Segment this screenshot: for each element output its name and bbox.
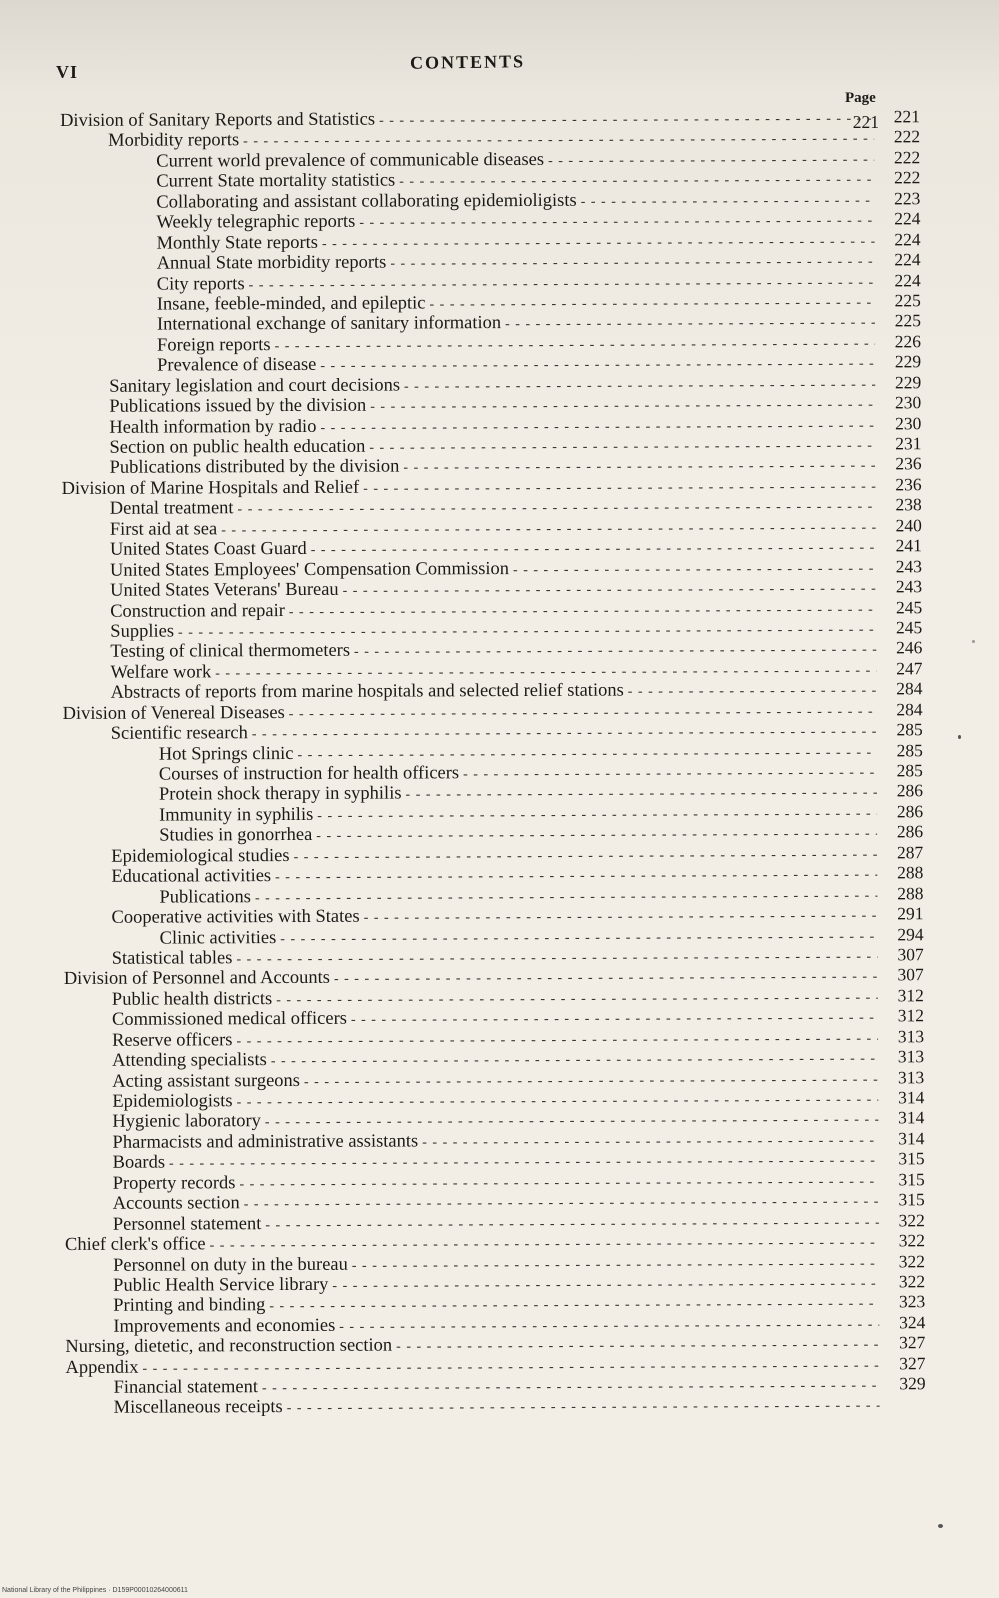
dot-leader <box>221 518 876 541</box>
dot-leader <box>396 1336 879 1359</box>
toc-entry-label: Annual State morbidity reports <box>156 252 387 274</box>
toc-entry-page: 224 <box>894 269 921 290</box>
toc-entry-label: Improvements and economies <box>113 1315 336 1337</box>
toc-entry-label: Boards <box>112 1152 166 1174</box>
dot-leader <box>332 1274 879 1297</box>
scan-speck <box>938 1524 943 1528</box>
page-number: VI <box>56 62 79 82</box>
dot-leader <box>343 580 877 603</box>
scan-speck <box>972 640 975 643</box>
toc-entry-label: Printing and binding <box>113 1295 266 1317</box>
toc-entry-label: Educational activities <box>111 866 272 887</box>
toc-entry-page: 313 <box>897 1066 925 1087</box>
toc-entry <box>62 678 922 702</box>
dot-leader <box>244 1193 879 1216</box>
dot-leader <box>276 988 878 1011</box>
dot-leader <box>322 232 875 255</box>
toc-entry-label: Attending specialists <box>112 1050 267 1071</box>
toc-entry-label: Immunity in syphilis <box>159 804 314 826</box>
toc-entry-label: Miscellaneous receipts <box>113 1396 283 1418</box>
toc-entry-label: Cooperative activities with States <box>111 906 360 928</box>
toc-entry-page: 231 <box>895 433 922 454</box>
toc-entry-page: 222 <box>894 167 921 188</box>
toc-entry-label: Commissioned medical officers <box>111 1009 347 1031</box>
toc-entry-label: Publications issued by the division <box>109 395 367 417</box>
toc-entry-page: 245 <box>895 596 923 617</box>
toc-entry-page: 286 <box>896 801 924 822</box>
dot-leader <box>243 130 874 153</box>
toc-entry-label: Weekly telegraphic reports <box>156 211 356 233</box>
dot-leader <box>317 804 877 827</box>
dot-leader <box>287 1396 880 1419</box>
toc-entry-label: Property records <box>112 1172 236 1194</box>
toc-entry-page: 224 <box>894 228 921 249</box>
toc-entry <box>60 208 920 232</box>
dot-leader <box>311 539 876 562</box>
toc-entry-page: 230 <box>894 392 922 413</box>
toc-entry <box>62 556 922 580</box>
toc-entry-label: International exchange of sanitary information <box>156 313 502 335</box>
dot-leader <box>271 1050 878 1073</box>
dot-leader <box>429 293 874 315</box>
dot-leader <box>369 436 875 459</box>
toc-entry-page: 315 <box>898 1189 925 1210</box>
toc-entry-page: 322 <box>898 1209 925 1230</box>
toc-entry-label: United States Employees' Compensation Commission <box>109 558 510 581</box>
toc-entry-label: Epidemiologists <box>112 1091 233 1112</box>
toc-entry-page: 314 <box>898 1128 925 1149</box>
toc-entry <box>63 699 923 723</box>
toc-entry-page: 222 <box>893 147 921 168</box>
toc-entry-page: 284 <box>896 698 923 720</box>
toc-entry <box>60 168 920 192</box>
dot-leader <box>399 171 874 194</box>
toc-entry <box>60 188 920 212</box>
dot-leader <box>249 273 875 296</box>
toc-entry-label: Construction and repair <box>110 600 285 622</box>
dot-leader <box>316 825 877 848</box>
toc-entry-label: Appendix <box>65 1357 139 1378</box>
dot-leader <box>370 396 875 419</box>
toc-entry-page: 315 <box>898 1148 925 1169</box>
toc-entry-label: First aid at sea <box>109 519 218 540</box>
dot-leader <box>363 477 876 500</box>
dot-leader <box>236 947 877 970</box>
dot-leader <box>351 1009 878 1032</box>
toc-entry-label: Current State mortality statistics <box>156 170 396 192</box>
toc-entry-label: Public Health Service library <box>113 1274 329 1296</box>
dot-leader <box>628 682 877 704</box>
toc-entry-label: Acting assistant surgeons <box>112 1070 301 1092</box>
toc-entry-label: Division of Personnel and Accounts <box>63 968 331 990</box>
toc-entry-page: 285 <box>896 719 923 740</box>
toc-entry-page: 322 <box>898 1250 926 1271</box>
toc-entry-label: Health information by radio <box>109 416 317 438</box>
dot-leader <box>252 723 877 746</box>
page-title: CONTENTS <box>409 51 526 73</box>
toc-entry-label: Collaborating and assistant collaborating epidemioligists <box>156 190 577 213</box>
scan-speck <box>958 735 961 739</box>
toc-entry-page: 224 <box>894 249 921 270</box>
toc-entry-label: Supplies <box>110 621 175 642</box>
dot-leader <box>297 743 876 766</box>
dot-leader <box>548 150 874 172</box>
toc-entry-label: Public health districts <box>111 988 273 1010</box>
dot-leader <box>354 641 876 664</box>
toc-entry-label: Studies in gonorrhea <box>159 825 313 846</box>
toc-entry-label: Publications <box>159 886 251 908</box>
toc-entry-label: Accounts section <box>112 1193 240 1214</box>
toc-entry-page: 284 <box>896 678 923 699</box>
scan-credit: National Library of the Philippines · D159P00010264000611 <box>2 1587 188 1594</box>
toc-entry-label: Division of Sanitary Reports and Statistics <box>60 109 376 131</box>
toc-entry-label: Sanitary legislation and court decisions <box>109 375 401 397</box>
toc-entry-label: Protein shock therapy in syphilis <box>158 783 402 806</box>
toc-entry-label: United States Coast Guard <box>109 539 307 560</box>
toc-entry-page: 324 <box>899 1312 926 1333</box>
toc-entry-label: Division of Marine Hospitals and Relief <box>61 477 360 499</box>
dot-leader <box>265 1111 879 1134</box>
dot-leader <box>404 375 875 398</box>
table-of-contents <box>60 106 926 1418</box>
toc-entry-label: Reserve officers <box>112 1029 233 1051</box>
toc-entry-label: Current world prevalence of communicable diseases <box>156 149 545 172</box>
toc-entry-page: 222 <box>893 126 921 147</box>
toc-entry-page: 225 <box>894 310 921 331</box>
toc-entry-page: 315 <box>898 1168 925 1190</box>
toc-entry-label: Courses of instruction for health officers <box>158 763 460 785</box>
dot-leader <box>334 968 878 991</box>
toc-entry-page: 285 <box>896 760 923 781</box>
toc-entry-page: 327 <box>899 1352 926 1374</box>
toc-entry-page: 307 <box>897 964 924 985</box>
toc-entry-label: Publications distributed by the division <box>109 456 400 479</box>
dot-leader <box>403 457 875 480</box>
toc-entry-page: 226 <box>894 331 922 352</box>
toc-entry-page: 291 <box>897 903 924 924</box>
toc-entry-label: United States Veterans' Bureau <box>110 579 339 601</box>
toc-entry <box>61 331 921 355</box>
toc-entry-label: Scientific research <box>110 723 248 744</box>
toc-entry-page: 288 <box>897 882 924 903</box>
toc-entry-page: 229 <box>894 351 922 372</box>
toc-first-page-number: 221 <box>852 112 879 132</box>
dot-leader <box>390 253 874 276</box>
toc-entry <box>61 311 921 335</box>
toc-entry-page: 307 <box>897 944 924 965</box>
dot-leader <box>352 1254 879 1277</box>
toc-entry-label: Clinic activities <box>159 927 277 949</box>
toc-entry-page: 327 <box>899 1332 926 1353</box>
toc-entry-page: 236 <box>895 453 922 474</box>
toc-entry-page: 287 <box>896 841 924 863</box>
toc-entry-label: City reports <box>156 273 245 295</box>
toc-entry-page: 286 <box>896 821 924 842</box>
dot-leader <box>320 416 875 439</box>
dot-leader <box>581 191 875 213</box>
dot-leader <box>237 1090 879 1113</box>
toc-entry-page: 286 <box>896 780 924 801</box>
dot-leader <box>405 784 877 807</box>
toc-entry-page: 322 <box>898 1230 925 1251</box>
toc-entry-page: 313 <box>897 1025 925 1047</box>
toc-entry-label: Insane, feeble-minded, and epileptic <box>156 293 426 315</box>
toc-entry-label: Pharmacists and administrative assistants <box>112 1131 419 1153</box>
dot-leader <box>379 109 874 132</box>
toc-entry-label: Abstracts of reports from marine hospitals and selected relief stations <box>110 680 624 704</box>
toc-entry-page: 247 <box>896 658 923 679</box>
toc-entry-page: 224 <box>894 208 921 229</box>
dot-leader <box>463 763 877 785</box>
toc-entry-page: 240 <box>895 514 922 536</box>
dot-leader <box>289 702 877 725</box>
toc-entry-label: Testing of clinical thermometers <box>110 641 351 663</box>
dot-leader <box>280 927 877 950</box>
dot-leader <box>364 907 878 930</box>
toc-entry-page: 221 <box>893 106 921 127</box>
toc-entry-page: 322 <box>898 1271 926 1292</box>
toc-entry-page: 243 <box>895 576 923 597</box>
toc-entry-label: Personnel on duty in the bureau <box>112 1254 348 1276</box>
toc-entry-label: Section on public health education <box>109 436 366 458</box>
toc-entry-label: Financial statement <box>113 1377 258 1398</box>
toc-entry-page: 314 <box>898 1087 925 1108</box>
toc-entry <box>66 1394 926 1418</box>
toc-entry-page: 323 <box>898 1291 926 1312</box>
toc-entry-page: 225 <box>894 290 921 311</box>
dot-leader <box>505 314 875 336</box>
toc-entry-label: Personnel statement <box>112 1213 262 1235</box>
dot-leader <box>210 1234 879 1257</box>
dot-leader <box>265 1213 879 1236</box>
toc-entry-page: 288 <box>897 862 924 883</box>
toc-entry-label: Morbidity reports <box>108 130 240 152</box>
dot-leader <box>255 886 878 909</box>
toc-entry-page: 238 <box>895 494 922 515</box>
dot-leader <box>294 845 878 868</box>
toc-entry-page: 223 <box>894 187 921 209</box>
toc-entry-label: Welfare work <box>110 662 212 683</box>
toc-entry-label: Chief clerk's office <box>64 1234 206 1256</box>
toc-entry-page: 245 <box>895 617 923 638</box>
toc-entry-label: Epidemiological studies <box>111 845 290 867</box>
dot-leader <box>304 1070 878 1093</box>
dot-leader <box>275 866 877 889</box>
dot-leader <box>359 212 874 235</box>
toc-entry-page: 294 <box>897 923 924 944</box>
toc-entry-label: Hygienic laboratory <box>112 1111 261 1133</box>
toc-entry-page: 312 <box>897 1005 925 1026</box>
toc-entry <box>60 106 920 130</box>
toc-entry-label: Foreign reports <box>156 334 271 356</box>
toc-entry-page: 243 <box>895 555 923 576</box>
page-column-label: Page <box>845 90 876 106</box>
toc-entry-label: Monthly State reports <box>156 232 318 254</box>
dot-leader <box>339 1315 879 1338</box>
toc-entry-label: Dental treatment <box>109 498 234 520</box>
toc-entry-page: 329 <box>899 1373 926 1394</box>
toc-entry-page: 246 <box>896 637 923 658</box>
toc-entry-page: 241 <box>895 535 922 556</box>
toc-entry-label: Prevalence of disease <box>157 355 317 376</box>
toc-entry-page: 285 <box>896 739 923 760</box>
toc-entry-page: 230 <box>895 412 922 433</box>
dot-leader <box>275 334 876 357</box>
toc-entry-label: Hot Springs clinic <box>158 743 294 765</box>
toc-entry-page: 229 <box>894 371 922 393</box>
toc-entry <box>60 147 920 171</box>
toc-entry-label: Division of Venereal Diseases <box>62 702 285 724</box>
dot-leader <box>422 1131 878 1153</box>
toc-entry-label: Statistical tables <box>111 948 233 969</box>
dot-leader <box>238 498 876 521</box>
toc-entry <box>62 576 922 600</box>
toc-entry-label: Nursing, dietetic, and reconstruction section <box>65 1335 393 1358</box>
toc-entry-page: 236 <box>895 474 922 495</box>
dot-leader <box>239 1172 878 1195</box>
toc-entry-page: 312 <box>897 985 924 1006</box>
dot-leader <box>320 355 875 378</box>
dot-leader <box>513 559 876 581</box>
dot-leader <box>269 1295 879 1318</box>
toc-entry-page: 313 <box>897 1046 925 1067</box>
dot-leader <box>236 1029 878 1052</box>
dot-leader <box>289 600 876 623</box>
toc-entry-page: 314 <box>898 1107 925 1128</box>
